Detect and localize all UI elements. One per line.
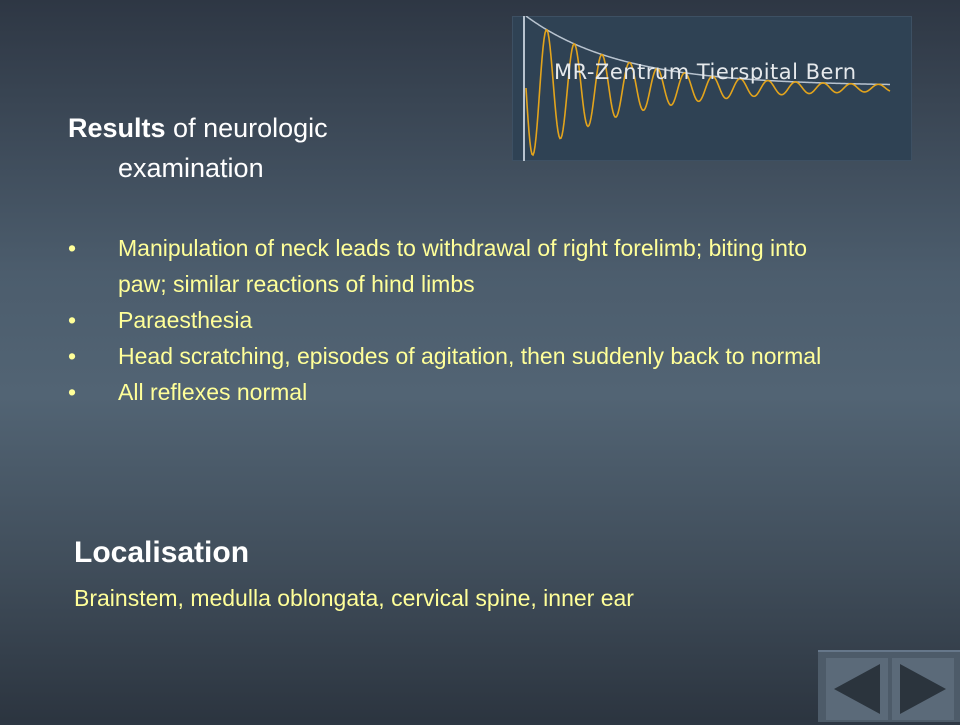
list-item: [68, 302, 848, 338]
list-item: [68, 338, 848, 374]
localisation-title: Localisation: [74, 536, 250, 569]
slide-navigation: [818, 650, 960, 722]
triangle-right-icon: [892, 658, 954, 720]
bullet-text: Paraesthesia: [118, 307, 253, 333]
mr-zentrum-logo: [512, 16, 912, 161]
bullet-text: Manipulation of neck leads to withdrawal of right forelimb; biting into paw; similar reactions of hind limbs: [118, 235, 808, 297]
logo-text: MR-Zentrum Tierspital Bern: [554, 60, 857, 84]
results-list: [68, 230, 848, 410]
heading-rest: of neurologic: [165, 113, 328, 143]
localisation-text: Brainstem, medulla oblongata, cervical spine, inner ear: [74, 585, 634, 611]
bullet-symbol: •: [68, 235, 77, 261]
triangle-left-icon: [826, 658, 888, 720]
bullet-text: All reflexes normal: [118, 379, 308, 405]
slide-heading: [68, 108, 448, 188]
heading-line2: examination: [118, 153, 264, 183]
heading-bold: Results: [68, 113, 166, 143]
decaying-wave-graphic: [512, 16, 912, 161]
bullet-symbol: •: [68, 307, 77, 333]
next-slide-button[interactable]: [892, 658, 954, 720]
bullet-text: Head scratching, episodes of agitation, then suddenly back to normal: [118, 343, 822, 369]
bullet-symbol: •: [68, 379, 77, 405]
bullet-symbol: •: [68, 343, 77, 369]
previous-slide-button[interactable]: [826, 658, 888, 720]
list-item: [68, 374, 848, 410]
list-item: [68, 230, 848, 302]
